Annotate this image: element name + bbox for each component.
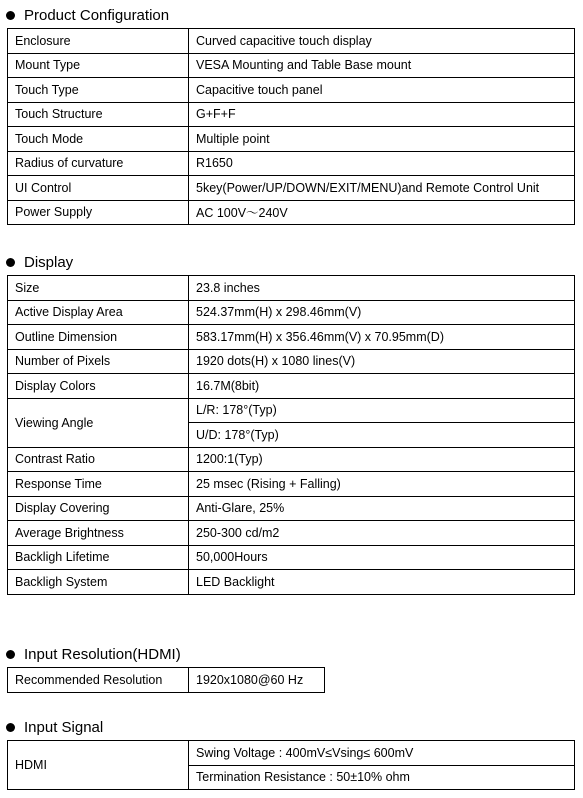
row-label: Backligh Lifetime	[8, 545, 189, 570]
table-row	[8, 668, 325, 693]
row-label: Touch Type	[8, 78, 189, 103]
row-label: Size	[8, 276, 189, 301]
row-value: 23.8 inches	[189, 276, 575, 301]
row-label: Outline Dimension	[8, 325, 189, 350]
row-label: Recommended Resolution	[8, 668, 189, 693]
table-row	[8, 521, 575, 546]
row-value: 1200:1(Typ)	[189, 447, 575, 472]
bullet-icon	[6, 650, 15, 659]
section-title-text: Input Resolution(HDMI)	[24, 645, 181, 663]
row-label: Backligh System	[8, 570, 189, 595]
row-label: Number of Pixels	[8, 349, 189, 374]
row-label: Radius of curvature	[8, 151, 189, 176]
row-value: AC 100V～240V	[189, 200, 575, 225]
row-value: Swing Voltage : 400mV≤Vsing≤ 600mV	[189, 741, 575, 766]
row-value: LED Backlight	[189, 570, 575, 595]
table-row	[8, 374, 575, 399]
table-row	[8, 151, 575, 176]
section-title-display	[6, 251, 73, 273]
row-value: 1920x1080@60 Hz	[189, 668, 325, 693]
row-label: Touch Mode	[8, 127, 189, 152]
row-value: Multiple point	[189, 127, 575, 152]
table-row	[8, 398, 575, 423]
row-value: 16.7M(8bit)	[189, 374, 575, 399]
product-configuration-table	[7, 28, 575, 225]
table-row	[8, 300, 575, 325]
table-row	[8, 127, 575, 152]
section-title-input-resolution	[6, 643, 181, 665]
row-value: 1920 dots(H) x 1080 lines(V)	[189, 349, 575, 374]
table-row	[8, 741, 575, 766]
table-row	[8, 325, 575, 350]
row-value: Capacitive touch panel	[189, 78, 575, 103]
table-row	[8, 78, 575, 103]
row-label: Display Covering	[8, 496, 189, 521]
row-label: HDMI	[8, 741, 189, 790]
bullet-icon	[6, 258, 15, 267]
table-row	[8, 447, 575, 472]
row-value: G+F+F	[189, 102, 575, 127]
row-value: 583.17mm(H) x 356.46mm(V) x 70.95mm(D)	[189, 325, 575, 350]
section-title-text: Display	[24, 253, 74, 271]
row-value: Curved capacitive touch display	[189, 29, 575, 54]
table-row	[8, 472, 575, 497]
row-value: 25 msec (Rising + Falling)	[189, 472, 575, 497]
table-row	[8, 545, 575, 570]
row-value: U/D: 178°(Typ)	[189, 423, 575, 448]
table-row	[8, 102, 575, 127]
row-value: L/R: 178°(Typ)	[189, 398, 575, 423]
row-label: Enclosure	[8, 29, 189, 54]
row-label: Response Time	[8, 472, 189, 497]
row-label: Mount Type	[8, 53, 189, 78]
row-label: UI Control	[8, 176, 189, 201]
table-row	[8, 349, 575, 374]
bullet-icon	[6, 723, 15, 732]
section-title-product-configuration	[6, 4, 169, 26]
row-label: Power Supply	[8, 200, 189, 225]
table-row	[8, 496, 575, 521]
row-value: 5key(Power/UP/DOWN/EXIT/MENU)and Remote Control Unit	[189, 176, 575, 201]
row-label: Touch Structure	[8, 102, 189, 127]
row-value: Anti-Glare, 25%	[189, 496, 575, 521]
bullet-icon	[6, 11, 15, 20]
input-resolution-table	[7, 667, 325, 693]
row-value: 250-300 cd/m2	[189, 521, 575, 546]
table-row	[8, 29, 575, 54]
row-value: 50,000Hours	[189, 545, 575, 570]
row-value: Termination Resistance : 50±10% ohm	[189, 765, 575, 790]
row-label: Viewing Angle	[8, 398, 189, 447]
section-title-text: Product Configuration	[24, 6, 170, 24]
section-title-input-signal	[6, 716, 103, 738]
row-label: Contrast Ratio	[8, 447, 189, 472]
row-value: 524.37mm(H) x 298.46mm(V)	[189, 300, 575, 325]
table-row	[8, 53, 575, 78]
row-label: Active Display Area	[8, 300, 189, 325]
row-label: Average Brightness	[8, 521, 189, 546]
table-row	[8, 570, 575, 595]
row-value: R1650	[189, 151, 575, 176]
section-title-text: Input Signal	[24, 718, 104, 736]
display-table	[7, 275, 575, 595]
row-value: VESA Mounting and Table Base mount	[189, 53, 575, 78]
row-label: Display Colors	[8, 374, 189, 399]
table-row	[8, 200, 575, 225]
table-row	[8, 176, 575, 201]
table-row	[8, 276, 575, 301]
input-signal-table	[7, 740, 575, 790]
